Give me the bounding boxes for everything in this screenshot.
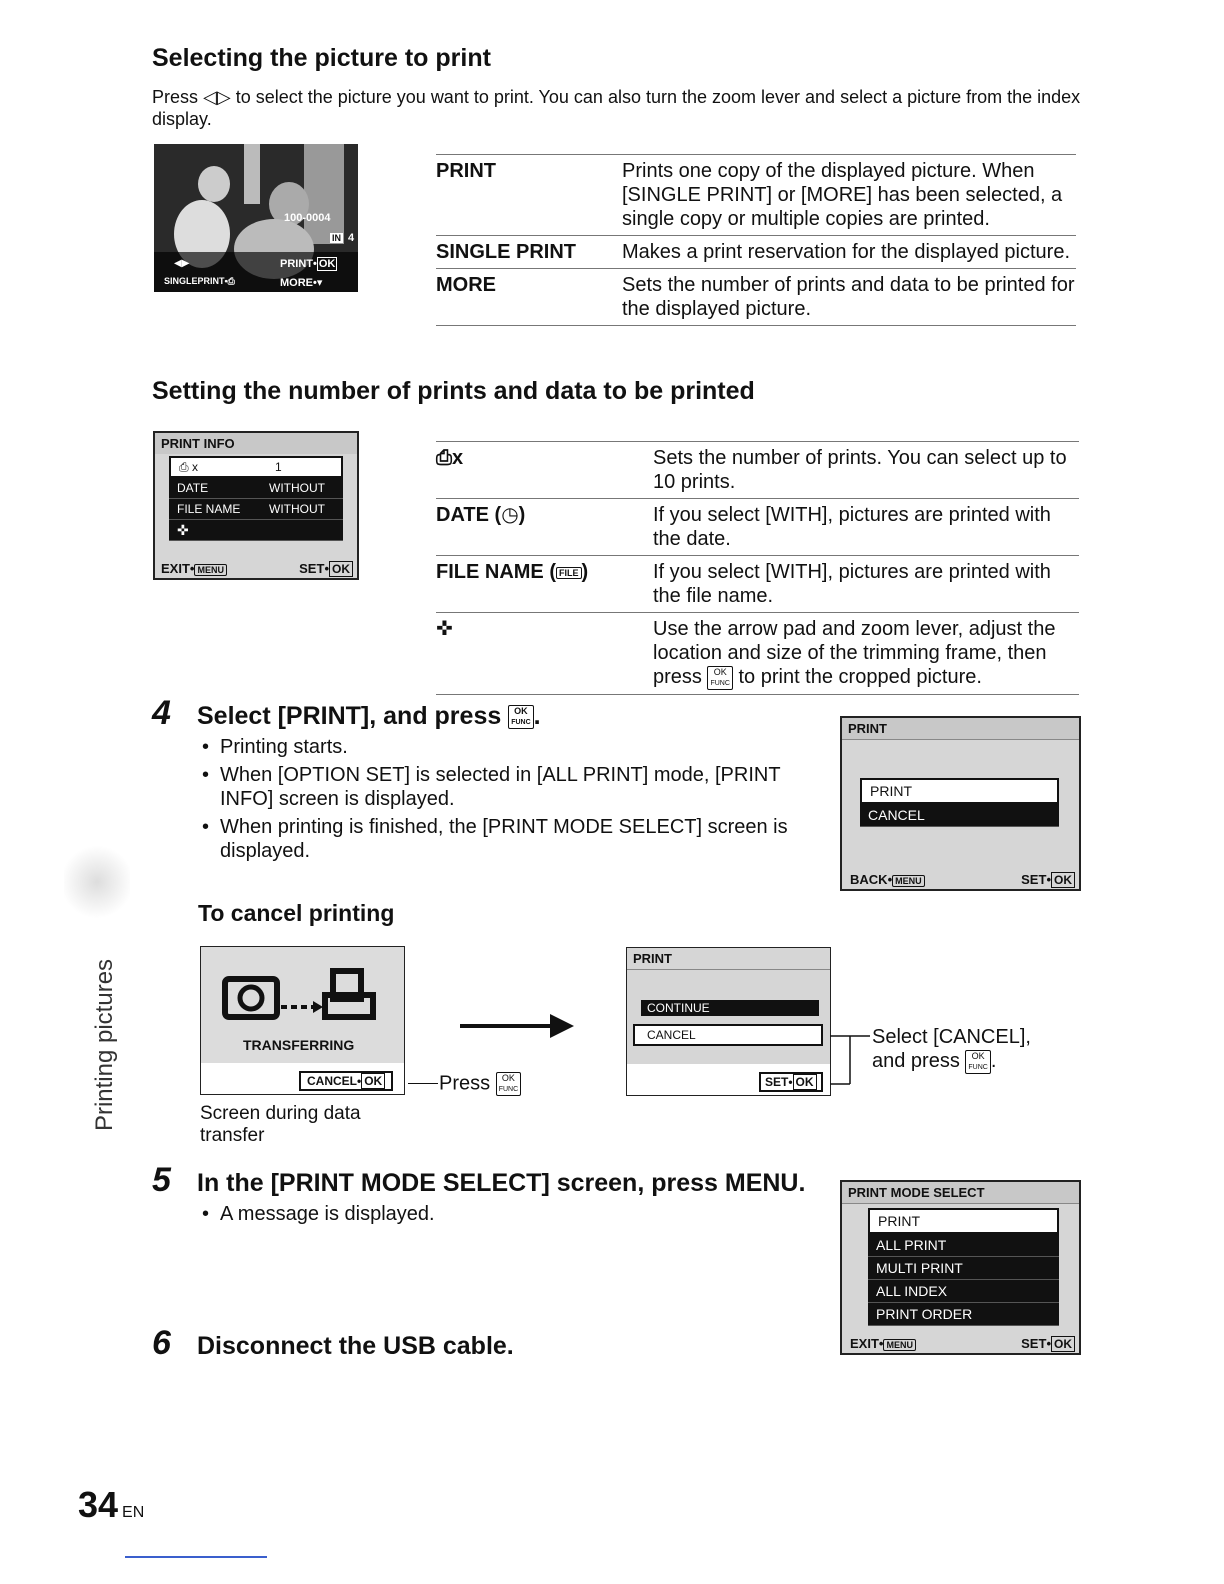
- set-label: SET• OK: [1021, 872, 1075, 887]
- trim-icon: ✜: [177, 522, 189, 538]
- screen-title: PRINT: [627, 948, 830, 970]
- side-tab-marker: [64, 842, 130, 922]
- printer-icon: ⎙: [227, 276, 235, 286]
- table-row: FILE NAME ( FILE ) If you select [WITH], pictures are printed with the file name.: [436, 556, 1079, 613]
- menu-icon: MENU: [883, 1339, 916, 1351]
- print-data-table: [436, 441, 1079, 695]
- back-label: BACK• MENU: [850, 872, 925, 887]
- menu-icon: MENU: [194, 564, 227, 576]
- menu-item-copies[interactable]: ⎙ x 1: [169, 456, 343, 478]
- footer-rule: [125, 1556, 267, 1558]
- set-label: SET• OK: [299, 561, 353, 576]
- table-row: MORE Sets the number of prints and data to be printed for the displayed picture.: [436, 269, 1076, 326]
- cancel-title: To cancel printing: [198, 900, 395, 926]
- exit-label: EXIT• MENU: [850, 1336, 916, 1351]
- print-confirm-screen: [840, 716, 1081, 891]
- clock-icon: ◷: [501, 504, 519, 526]
- ok-func-icon: OK FUNC: [508, 705, 533, 729]
- step4-bullets: [198, 735, 836, 867]
- section-title-print-info: Setting the number of prints and data to be printed: [152, 377, 755, 405]
- exit-label: EXIT• MENU: [161, 561, 227, 576]
- cancel-ok-button[interactable]: CANCEL• OK: [299, 1071, 393, 1091]
- list-item: • Printing starts.: [216, 735, 836, 759]
- menu-item-all-index[interactable]: ALL INDEX: [868, 1280, 1059, 1303]
- menu-item-all-print[interactable]: ALL PRINT: [868, 1234, 1059, 1257]
- table-row: PRINT Prints one copy of the displayed picture. When [SINGLE PRINT] or [MORE] has been selected, a single copy or multiple copies are printed.: [436, 155, 1076, 236]
- step-title: Select [PRINT], and press OK FUNC .: [197, 702, 541, 730]
- file-icon: FILE: [556, 567, 582, 579]
- screen-title: PRINT INFO: [155, 433, 357, 454]
- step-title: Disconnect the USB cable.: [197, 1332, 514, 1360]
- menu-item-cancel[interactable]: CANCEL: [860, 804, 1059, 827]
- menu-item-print[interactable]: PRINT: [860, 778, 1059, 804]
- set-label: SET• OK: [1021, 1336, 1075, 1351]
- menu-item-trim[interactable]: [169, 520, 343, 541]
- transferring-label: TRANSFERRING: [243, 1037, 355, 1053]
- screen-title: PRINT MODE SELECT: [842, 1182, 1079, 1204]
- menu-item-date[interactable]: DATE WITHOUT: [169, 478, 343, 499]
- menu-item-continue[interactable]: CONTINUE: [641, 1000, 819, 1016]
- table-row: DATE (◷) If you select [WITH], pictures are printed with the date.: [436, 499, 1079, 556]
- camera-to-printer-icon: [221, 967, 386, 1027]
- section-title-select-picture: Selecting the picture to print: [152, 44, 491, 72]
- trim-icon: ✜: [436, 618, 453, 640]
- arrow-left-right-icon: ◁▷: [203, 87, 231, 107]
- menu-item-print[interactable]: PRINT: [868, 1208, 1059, 1234]
- print-cancel-screen: [626, 947, 831, 1096]
- side-section-label: Printing pictures: [91, 958, 118, 1132]
- list-item: • A message is displayed.: [216, 1202, 816, 1226]
- table-row: SINGLE PRINT Makes a print reservation for the displayed picture.: [436, 236, 1076, 269]
- ok-func-icon: OK FUNC: [965, 1050, 990, 1074]
- step-number: 6: [152, 1324, 171, 1362]
- menu-item-multi-print[interactable]: MULTI PRINT: [868, 1257, 1059, 1280]
- more-label: MORE•▾: [280, 277, 323, 289]
- file-number: 100-0004: [284, 212, 331, 224]
- list-item: • When printing is finished, the [PRINT MODE SELECT] screen is displayed.: [216, 815, 836, 863]
- arrow-down-icon: ▾: [316, 277, 323, 289]
- memory-badge: IN: [332, 233, 341, 243]
- printer-icon: ⎙: [436, 447, 452, 469]
- press-note: Press OK FUNC: [439, 1072, 521, 1096]
- page-number: 34 EN: [78, 1484, 145, 1525]
- print-ok-label: PRINT• OK: [280, 258, 336, 270]
- playback-screen: [154, 144, 358, 292]
- list-item: • When [OPTION SET] is selected in [ALL PRINT] mode, [PRINT INFO] screen is displayed.: [216, 763, 836, 811]
- callout-bracket: [830, 1030, 872, 1090]
- table-row: ✜ Use the arrow pad and zoom lever, adjust the location and size of the trimming frame, then press OK FUNC to print the cropped picture.: [436, 613, 1079, 695]
- print-options-table: [436, 154, 1076, 326]
- print-mode-select-screen: [840, 1180, 1081, 1355]
- menu-icon: MENU: [892, 875, 925, 887]
- callout-line: [408, 1083, 438, 1084]
- menu-item-file-name[interactable]: FILE NAME WITHOUT: [169, 499, 343, 520]
- print-info-screen: [153, 431, 359, 580]
- arrow-pad-icon: ◀▶: [174, 258, 190, 269]
- step-number: 5: [152, 1161, 171, 1199]
- screen-title: PRINT: [842, 718, 1079, 740]
- set-ok-button[interactable]: SET• OK: [759, 1072, 823, 1092]
- transfer-caption: Screen during data transfer: [200, 1103, 361, 1146]
- table-row: ⎙x Sets the number of prints. You can select up to 10 prints.: [436, 442, 1079, 499]
- ok-func-icon: OK FUNC: [707, 666, 732, 690]
- step5-bullets: [198, 1202, 816, 1230]
- step-number: 4: [152, 694, 171, 732]
- menu-item-cancel[interactable]: CANCEL: [633, 1024, 823, 1046]
- ok-func-icon: OK FUNC: [496, 1072, 521, 1096]
- printer-icon: ⎙: [179, 460, 189, 474]
- transfer-screen: [200, 946, 405, 1095]
- menu-item-print-order[interactable]: PRINT ORDER: [868, 1303, 1059, 1326]
- arrow-right-icon: [460, 1012, 575, 1042]
- section-intro: Press ◁▷ to select the picture you want to print. You can also turn the zoom lever and select a picture from the index display.: [152, 87, 1081, 129]
- single-print-label: SINGLEPRINT•⎙: [164, 276, 235, 286]
- cancel-note: Select [CANCEL], and press OK FUNC .: [872, 1026, 1031, 1072]
- step-title: In the [PRINT MODE SELECT] screen, press MENU.: [197, 1169, 806, 1197]
- frame-count: 4: [348, 232, 355, 244]
